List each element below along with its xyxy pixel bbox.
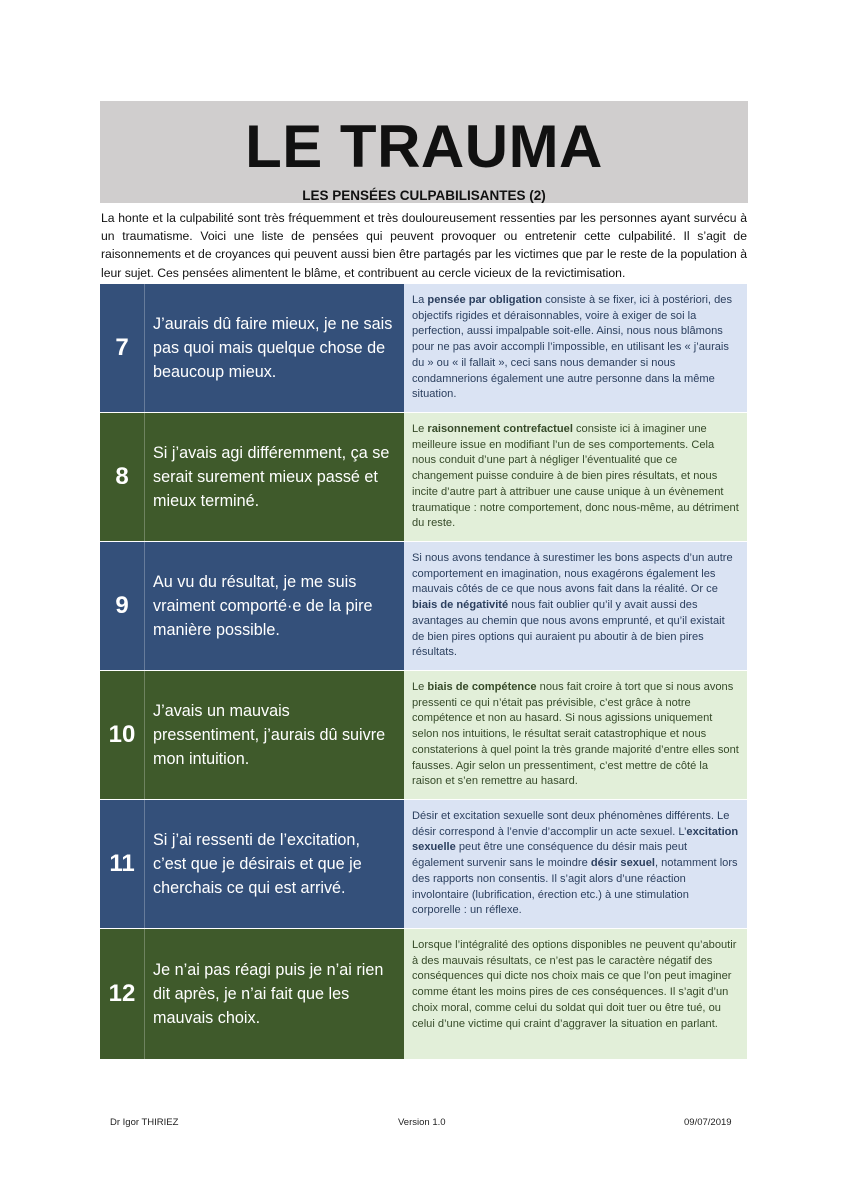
highlighted-term: pensée par obligation xyxy=(427,294,543,306)
explanation-text: nous fait croire à tort que si nous avons pressenti ce qui n’était pas prévisible, c’est grâce à notre compétence et non au hasard. Si nous agissions uniquement selon nos intuitions, le résultat serait catastrophique et nous constaterions à quel point la très grande majorité d’entre elles sont fausses. Agir selon un pressentiment, c’est mettre de côté la raison et s’en remettre au hasard. xyxy=(412,681,739,788)
thoughts-table xyxy=(100,284,747,1059)
row-thought: Si j’avais agi différemment, ça se serait surement mieux passé et mieux terminé. xyxy=(145,413,404,541)
table-row xyxy=(100,542,747,671)
table-row xyxy=(100,800,747,929)
highlighted-term: désir sexuel xyxy=(590,857,655,870)
highlighted-term: biais de négativité xyxy=(412,599,509,612)
explanation-text: , notamment lors des rapports non consentis. Il s’agit alors d’une réaction involontaire (lubrification, érection etc.) à une stimulation corporelle : un réflexe. xyxy=(412,857,738,917)
highlighted-term: biais de compétence xyxy=(427,681,537,693)
intro-paragraph: La honte et la culpabilité sont très fréquemment et très douloureusement ressenties par les personnes ayant survécu à un traumatisme. Voici une liste de pensées qui peuvent provoquer ou entretenir cette culpabilité. Il s’agit de raisonnements et de croyances qui peuvent aussi bien être partagés par les victimes que par le reste de la population à leur sujet. Ces pensées alimentent le blâme, et contribuent au cercle vicieux de la revictimisation. xyxy=(101,211,747,280)
footer-author: Dr Igor THIRIEZ xyxy=(110,1117,179,1128)
row-thought: J’aurais dû faire mieux, je ne sais pas quoi mais quelque chose de beaucoup mieux. xyxy=(145,284,404,412)
row-explanation xyxy=(404,671,747,799)
row-number: 12 xyxy=(100,929,145,1059)
footer-date: 09/07/2019 xyxy=(684,1117,732,1128)
row-thought: Je n’ai pas réagi puis je n’ai rien dit après, je n’ai fait que les mauvais choix. xyxy=(145,929,404,1059)
row-explanation xyxy=(404,284,747,412)
explanation-text: Le xyxy=(412,423,428,435)
row-number: 11 xyxy=(100,800,145,928)
document-title: LE TRAUMA xyxy=(245,113,603,180)
row-thought: J’avais un mauvais pressentiment, j’aurais dû suivre mon intuition. xyxy=(145,671,404,799)
explanation-text: consiste ici à imaginer une meilleure issue en modifiant l’un de ses comportements. Cela nous conduit d’une part à négliger l’éventualité que ce changement puisse conduire à de bien pires résultats, et nous incite d’autre part à attribuer une cause unique à un évènement traumatique : notre comportement, donc nous-même, au détriment du reste. xyxy=(412,423,739,530)
row-thought: Au vu du résultat, je me suis vraiment comporté·e de la pire manière possible. xyxy=(145,542,404,670)
explanation-text: Si nous avons tendance à surestimer les bons aspects d’un autre comportement en imagination, nous exagérons également les mauvais côtés de ce que nous avons fait dans la réalité. Or ce xyxy=(412,552,733,596)
explanation-text: Lorsque l’intégralité des options disponibles ne peuvent qu’aboutir à des mauvais résultats, ce n’est pas le caractère négatif des conséquences qui dicte nos choix mais ce que l’on peut imaginer comme étant les moins pires de ces conséquences. Il s’agit d’un choix moral, comme celui du soldat qui doit tuer ou être tué, ou celui d’une victime qui craint d’aggraver la situation en parlant. xyxy=(412,939,737,1030)
row-explanation xyxy=(404,800,747,928)
document-header xyxy=(100,101,748,203)
row-number: 10 xyxy=(100,671,145,799)
row-number: 8 xyxy=(100,413,145,541)
explanation-text: Le xyxy=(412,681,428,693)
explanation-text: Désir et excitation sexuelle sont deux phénomènes différents. Le désir correspond à l’envie d’accomplir un acte sexuel. L’ xyxy=(412,810,730,838)
highlighted-term: raisonnement contrefactuel xyxy=(427,423,573,435)
row-explanation xyxy=(404,929,747,1059)
highlighted-term: excitation sexuelle xyxy=(412,825,739,854)
table-row xyxy=(100,413,747,542)
footer-version: Version 1.0 xyxy=(398,1117,446,1128)
row-explanation xyxy=(404,542,747,670)
row-explanation xyxy=(404,413,747,541)
row-number: 9 xyxy=(100,542,145,670)
table-row xyxy=(100,929,747,1059)
explanation-text: La xyxy=(412,294,428,306)
document-subtitle: LES PENSÉES CULPABILISANTES (2) xyxy=(302,188,546,203)
table-row xyxy=(100,284,747,413)
explanation-text: consiste à se fixer, ici à postériori, des objectifs rigides et déraisonnables, voire à exiger de soi la perfection, aussi impalpable soit-elle. Ainsi, nous nous blâmons pour ne pas avoir accompli l’impossible, en utilisant les « j’aurais du » ou « il fallait », ceci sans nous demander si nous condamnerions également une autre personne dans la même situation. xyxy=(412,294,732,401)
row-number: 7 xyxy=(100,284,145,412)
table-row xyxy=(100,671,747,800)
explanation-text: nous fait oublier qu’il y avait aussi des avantages au chemin que nous avons emprunté, et qu’il existait de bien pires options qui auraient pu aboutir à de bien pires résultats. xyxy=(412,599,725,659)
row-thought: Si j’ai ressenti de l’excitation, c’est que je désirais et que je cherchais ce qui est arrivé. xyxy=(145,800,404,928)
explanation-text: peut être une conséquence du désir mais peut également survenir sans le moindre xyxy=(412,841,688,870)
